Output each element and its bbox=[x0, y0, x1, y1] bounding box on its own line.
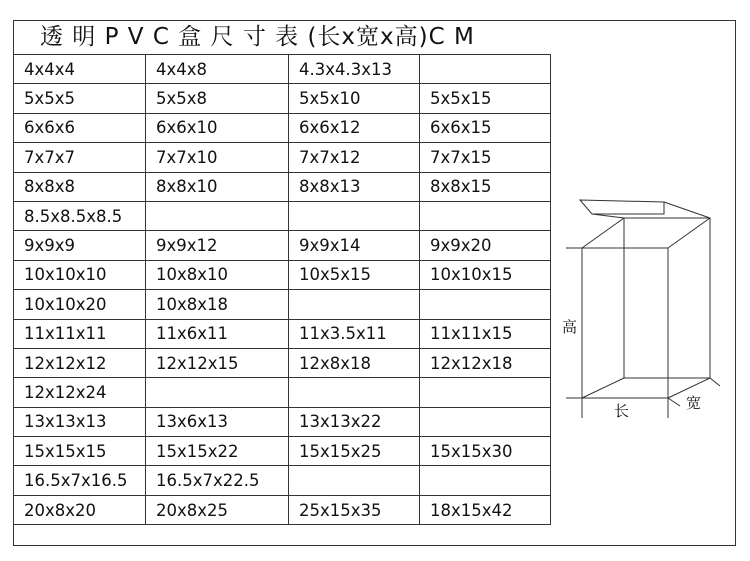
size-cell: 20x8x20 bbox=[14, 495, 146, 524]
size-cell: 18x15x42 bbox=[420, 495, 551, 524]
size-cell: 15x15x25 bbox=[289, 437, 420, 466]
size-cell bbox=[289, 290, 420, 319]
size-cell: 8x8x15 bbox=[420, 172, 551, 201]
table-row bbox=[14, 201, 551, 230]
size-cell bbox=[420, 290, 551, 319]
size-cell: 10x10x20 bbox=[14, 290, 146, 319]
size-cell: 15x15x22 bbox=[146, 437, 289, 466]
size-cell: 20x8x25 bbox=[146, 495, 289, 524]
size-cell bbox=[420, 55, 551, 84]
size-cell bbox=[146, 201, 289, 230]
table-row bbox=[14, 55, 551, 84]
length-label: 长 bbox=[614, 402, 630, 420]
size-cell: 6x6x10 bbox=[146, 113, 289, 142]
size-cell: 25x15x35 bbox=[289, 495, 420, 524]
size-cell: 16.5x7x16.5 bbox=[14, 466, 146, 495]
size-cell bbox=[146, 378, 289, 407]
size-cell: 13x13x13 bbox=[14, 407, 146, 436]
size-cell: 10x8x18 bbox=[146, 290, 289, 319]
size-cell: 7x7x7 bbox=[14, 143, 146, 172]
size-cell: 4x4x4 bbox=[14, 55, 146, 84]
size-cell: 8x8x10 bbox=[146, 172, 289, 201]
table-row bbox=[14, 437, 551, 466]
size-cell: 13x6x13 bbox=[146, 407, 289, 436]
size-cell: 9x9x14 bbox=[289, 231, 420, 260]
size-cell: 10x10x10 bbox=[14, 260, 146, 289]
table-row bbox=[14, 84, 551, 113]
size-cell bbox=[420, 407, 551, 436]
size-table bbox=[13, 54, 551, 525]
size-cell bbox=[420, 378, 551, 407]
size-cell: 7x7x12 bbox=[289, 143, 420, 172]
size-cell: 11x3.5x11 bbox=[289, 319, 420, 348]
size-cell: 10x5x15 bbox=[289, 260, 420, 289]
size-cell: 12x8x18 bbox=[289, 348, 420, 377]
size-cell: 12x12x15 bbox=[146, 348, 289, 377]
size-cell bbox=[420, 466, 551, 495]
table-row bbox=[14, 407, 551, 436]
table-row bbox=[14, 231, 551, 260]
table-row bbox=[14, 495, 551, 524]
height-label: 高 bbox=[562, 318, 578, 336]
size-cell: 4x4x8 bbox=[146, 55, 289, 84]
size-cell: 15x15x15 bbox=[14, 437, 146, 466]
box-diagram bbox=[548, 180, 728, 430]
size-cell bbox=[289, 378, 420, 407]
size-cell: 6x6x12 bbox=[289, 113, 420, 142]
size-cell: 9x9x12 bbox=[146, 231, 289, 260]
size-cell: 11x11x11 bbox=[14, 319, 146, 348]
width-label: 宽 bbox=[686, 394, 702, 412]
size-cell: 5x5x10 bbox=[289, 84, 420, 113]
size-cell: 4.3x4.3x13 bbox=[289, 55, 420, 84]
size-cell: 16.5x7x22.5 bbox=[146, 466, 289, 495]
size-cell: 13x13x22 bbox=[289, 407, 420, 436]
size-cell: 8.5x8.5x8.5 bbox=[14, 201, 146, 230]
size-cell: 9x9x20 bbox=[420, 231, 551, 260]
box-outline bbox=[566, 200, 720, 418]
size-cell: 6x6x6 bbox=[14, 113, 146, 142]
box-lid-flap bbox=[580, 200, 664, 214]
table-row bbox=[14, 143, 551, 172]
size-table-body bbox=[14, 55, 551, 525]
size-cell bbox=[420, 201, 551, 230]
table-row bbox=[14, 466, 551, 495]
table-row bbox=[14, 319, 551, 348]
size-cell: 12x12x12 bbox=[14, 348, 146, 377]
size-cell: 5x5x15 bbox=[420, 84, 551, 113]
size-cell: 5x5x5 bbox=[14, 84, 146, 113]
size-cell: 11x6x11 bbox=[146, 319, 289, 348]
box-front-face bbox=[582, 248, 668, 398]
size-cell: 5x5x8 bbox=[146, 84, 289, 113]
size-cell: 8x8x8 bbox=[14, 172, 146, 201]
size-cell: 12x12x24 bbox=[14, 378, 146, 407]
table-row bbox=[14, 172, 551, 201]
table-row bbox=[14, 260, 551, 289]
size-cell: 7x7x10 bbox=[146, 143, 289, 172]
size-cell: 10x8x10 bbox=[146, 260, 289, 289]
size-cell: 12x12x18 bbox=[420, 348, 551, 377]
size-cell: 15x15x30 bbox=[420, 437, 551, 466]
size-cell bbox=[289, 466, 420, 495]
table-row bbox=[14, 378, 551, 407]
table-row bbox=[14, 113, 551, 142]
size-cell: 7x7x15 bbox=[420, 143, 551, 172]
table-row bbox=[14, 348, 551, 377]
size-cell: 8x8x13 bbox=[289, 172, 420, 201]
size-cell: 11x11x15 bbox=[420, 319, 551, 348]
size-cell: 6x6x15 bbox=[420, 113, 551, 142]
box-back-face bbox=[624, 218, 710, 378]
size-cell bbox=[289, 201, 420, 230]
size-cell: 9x9x9 bbox=[14, 231, 146, 260]
size-cell: 10x10x15 bbox=[420, 260, 551, 289]
page-title: 透 明 P V C 盒 尺 寸 表 (长x宽x高)C M bbox=[40, 24, 475, 50]
table-row bbox=[14, 290, 551, 319]
